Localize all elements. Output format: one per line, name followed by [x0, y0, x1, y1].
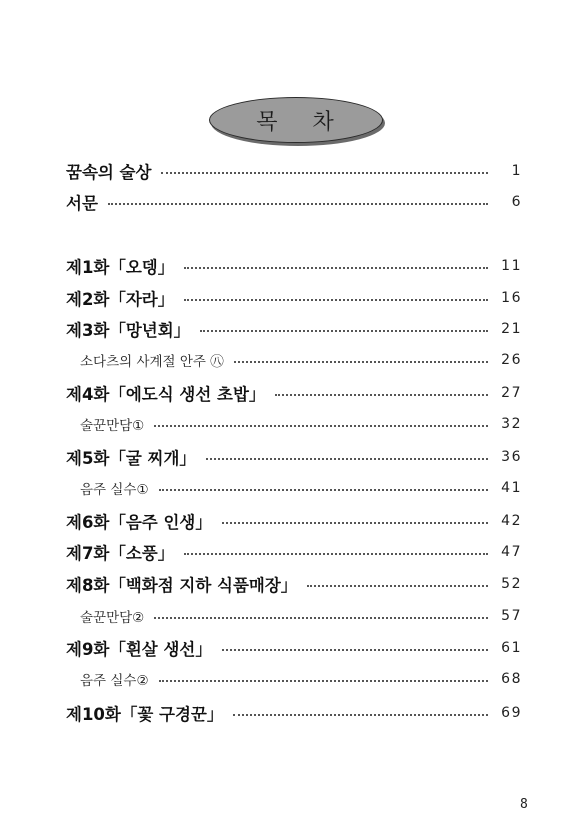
toc-entry-page: 6	[511, 194, 522, 210]
dot-leader	[159, 489, 488, 491]
toc-entry[interactable]	[66, 541, 522, 563]
toc-entry[interactable]	[66, 191, 522, 213]
toc-entry-page: 11	[501, 258, 522, 274]
toc-entry-page: 1	[511, 163, 522, 179]
dot-leader	[307, 585, 488, 587]
dot-leader	[275, 394, 488, 396]
toc-entry[interactable]	[66, 702, 522, 724]
toc-entry-label: 제8화「백화점 지하 식품매장」	[66, 576, 298, 595]
toc-entry-page: 32	[501, 416, 522, 432]
page-number: 8	[520, 797, 528, 812]
toc-entry-label: 제9화「흰살 생선」	[66, 640, 212, 659]
toc-title: 목 차	[209, 97, 383, 143]
toc-entry-label: 서문	[66, 194, 98, 213]
dot-leader	[154, 617, 488, 619]
toc-entry[interactable]	[80, 605, 522, 627]
toc-entry-page: 36	[501, 449, 522, 465]
toc-entry-label: 제3화「망년회」	[66, 321, 191, 340]
toc-entry-label: 제1화「오뎅」	[66, 258, 175, 277]
toc-entry[interactable]	[66, 446, 522, 468]
toc-entry[interactable]	[80, 413, 522, 435]
dot-leader	[184, 553, 488, 555]
toc-entry-page: 61	[501, 640, 522, 656]
dot-leader	[233, 714, 488, 716]
toc-entry[interactable]	[66, 255, 522, 277]
toc-entry-label: 술꾼만담②	[80, 610, 145, 626]
dot-leader	[200, 330, 488, 332]
toc-entry-page: 16	[501, 290, 522, 306]
toc-entry-page: 69	[501, 705, 522, 721]
toc-entry-page: 57	[501, 608, 522, 624]
toc-entry-page: 41	[501, 480, 522, 496]
toc-entry[interactable]	[66, 160, 522, 182]
toc-entry[interactable]	[66, 382, 522, 404]
dot-leader	[161, 172, 488, 174]
toc-entry-label: 소다츠의 사계절 안주 ㊇	[80, 354, 224, 370]
toc-entry-label: 술꾼만담①	[80, 418, 145, 434]
dot-leader	[206, 458, 488, 460]
toc-entry-label: 제4화「에도식 생선 초밥」	[66, 385, 266, 404]
toc-entry[interactable]	[80, 477, 522, 499]
toc-entry[interactable]	[66, 510, 522, 532]
toc-entry-label: 제7화「소풍」	[66, 544, 175, 563]
toc-entry[interactable]	[66, 573, 522, 595]
toc-entry[interactable]	[66, 318, 522, 340]
toc-entry-label: 제5화「굴 찌개」	[66, 449, 196, 468]
dot-leader	[184, 299, 488, 301]
toc-entry-label: 제2화「자라」	[66, 290, 175, 309]
dot-leader	[159, 680, 488, 682]
toc-entry[interactable]	[80, 668, 522, 690]
toc-entry-label: 음주 실수②	[80, 673, 149, 689]
toc-entry[interactable]	[66, 287, 522, 309]
toc-entry-page: 47	[501, 544, 522, 560]
toc-entry[interactable]	[66, 637, 522, 659]
toc-entry-label: 제6화「음주 인생」	[66, 513, 212, 532]
dot-leader	[108, 203, 488, 205]
toc-entry-page: 27	[501, 385, 522, 401]
toc-entry-page: 52	[501, 576, 522, 592]
dot-leader	[222, 522, 488, 524]
toc-entry-page: 42	[501, 513, 522, 529]
toc-entry[interactable]	[80, 349, 522, 371]
toc-entry-page: 68	[501, 671, 522, 687]
toc-entry-label: 꿈속의 술상	[66, 163, 152, 182]
toc-entry-page: 26	[501, 352, 522, 368]
toc-entry-label: 음주 실수①	[80, 482, 149, 498]
dot-leader	[234, 361, 488, 363]
dot-leader	[184, 267, 488, 269]
toc-entry-label: 제10화「꽃 구경꾼」	[66, 705, 224, 724]
toc-entry-page: 21	[501, 321, 522, 337]
dot-leader	[154, 425, 488, 427]
dot-leader	[222, 649, 488, 651]
